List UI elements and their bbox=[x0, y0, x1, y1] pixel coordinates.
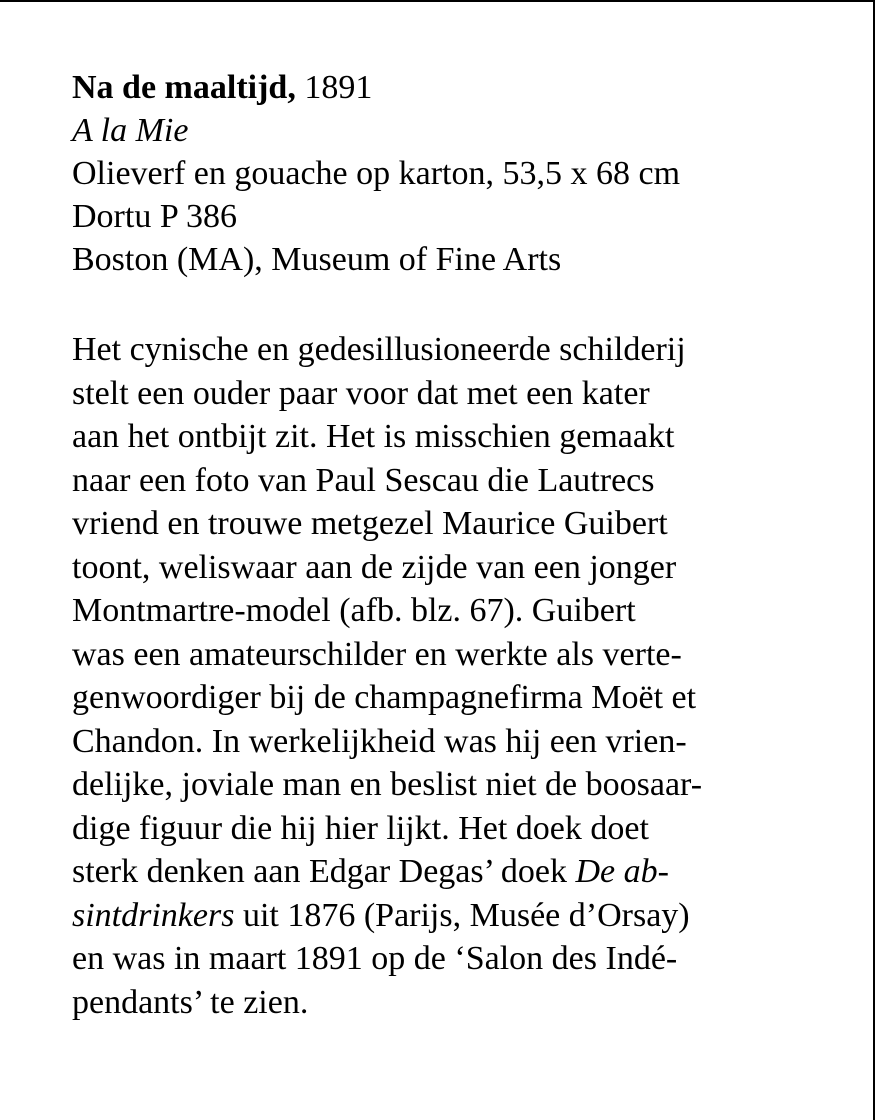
description-line bbox=[72, 850, 832, 894]
description-line: dige figuur die hij hier lijkt. Het doek doet bbox=[72, 809, 649, 847]
description-line: en was in maart 1891 op de ‘Salon des Indé- bbox=[72, 940, 678, 977]
top-border-rule bbox=[0, 0, 875, 2]
description-line bbox=[72, 894, 832, 938]
artwork-subtitle: A la Mie bbox=[72, 112, 189, 149]
description-line: Montmartre-model (afb. blz. 67). Guibert bbox=[72, 592, 636, 629]
description-line: stelt een ouder paar voor dat met een kater bbox=[72, 374, 650, 412]
description-line: aan het ontbijt zit. Het is misschien gemaakt bbox=[72, 418, 675, 455]
artwork-location: Boston (MA), Museum of Fine Arts bbox=[72, 241, 562, 278]
description-line: naar een foto van Paul Sescau die Lautrecs bbox=[72, 461, 655, 499]
description-line: delijke, joviale man en beslist niet de boosaar- bbox=[72, 766, 703, 803]
artwork-year: 1891 bbox=[295, 69, 373, 106]
description-text: uit 1876 (Parijs, Musée d’Orsay) bbox=[234, 896, 690, 934]
description-text: sterk denken aan Edgar Degas’ doek bbox=[72, 853, 576, 890]
artwork-reference-title: De ab- bbox=[575, 853, 669, 890]
artwork-catalogue-number: Dortu P 386 bbox=[72, 198, 237, 235]
description-line: was een amateurschilder en werkte als verte- bbox=[72, 635, 682, 673]
description-line: toont, weliswaar aan de zijde van een jonger bbox=[72, 548, 677, 586]
artwork-reference-title: sintdrinkers bbox=[72, 896, 235, 934]
artwork-description bbox=[72, 328, 832, 1024]
artwork-caption bbox=[72, 66, 832, 281]
description-line: Chandon. In werkelijkheid was hij een vrien- bbox=[72, 722, 687, 760]
caption-title-line bbox=[72, 66, 832, 109]
artwork-title: Na de maaltijd, bbox=[72, 69, 296, 106]
artwork-medium: Olieverf en gouache op karton, 53,5 x 68 cm bbox=[72, 155, 681, 192]
description-line: pendants’ te zien. bbox=[72, 983, 309, 1021]
description-line: genwoordiger bij de champagnefirma Moët et bbox=[72, 679, 697, 716]
description-line: Het cynische en gedesillusioneerde schilderij bbox=[72, 331, 686, 368]
description-line: vriend en trouwe metgezel Maurice Guibert bbox=[72, 505, 668, 542]
